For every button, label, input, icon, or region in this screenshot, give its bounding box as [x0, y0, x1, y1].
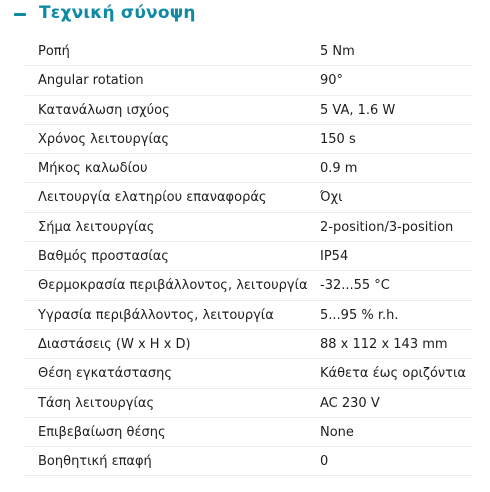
spec-label: Ροπή	[38, 44, 70, 59]
spec-value: 0.9 m	[320, 161, 358, 177]
spec-value: 88 x 112 x 143 mm	[320, 336, 448, 352]
spec-row	[24, 96, 472, 125]
spec-row	[24, 301, 472, 330]
spec-label: Μήκος καλωδίου	[38, 161, 148, 177]
minus-icon[interactable]	[14, 13, 26, 16]
spec-row	[24, 447, 472, 476]
spec-row	[24, 154, 472, 183]
spec-value: AC 230 V	[320, 395, 380, 411]
spec-value: Όχι	[320, 190, 343, 206]
spec-value: IP54	[320, 249, 349, 265]
spec-label: Επιβεβαίωση θέσης	[38, 424, 166, 440]
spec-row	[24, 330, 472, 359]
spec-value: None	[320, 424, 354, 440]
spec-label: Λειτουργία ελατηρίου επαναφοράς	[38, 190, 267, 206]
spec-label: Βαθμός προστασίας	[38, 249, 169, 265]
spec-value: 2-position/3-position	[320, 219, 454, 235]
spec-row	[24, 183, 472, 212]
spec-value: 0	[320, 454, 329, 470]
spec-label: Τάση λειτουργίας	[38, 395, 155, 411]
section-header-toggle[interactable]	[0, 0, 490, 30]
spec-value: 5...95 % r.h.	[320, 307, 399, 323]
spec-row	[24, 213, 472, 242]
spec-label: Angular rotation	[38, 73, 144, 89]
spec-row	[24, 125, 472, 154]
spec-label: Σήμα λειτουργίας	[38, 219, 155, 235]
spec-label: Διαστάσεις (W x H x D)	[38, 336, 191, 352]
spec-value: 150 s	[320, 131, 356, 147]
spec-row	[24, 37, 472, 66]
spec-label: Χρόνος λειτουργίας	[38, 131, 170, 147]
spec-value: Κάθετα έως οριζόντια	[320, 366, 466, 382]
spec-table	[24, 37, 472, 476]
spec-label: Κατανάλωση ισχύος	[38, 102, 170, 118]
spec-row	[24, 359, 472, 388]
spec-value: -32...55 °C	[320, 278, 390, 294]
spec-label: Θερμοκρασία περιβάλλοντος, λειτουργία	[38, 278, 308, 294]
spec-label: Βοηθητική επαφή	[38, 454, 152, 470]
spec-row	[24, 418, 472, 447]
section-title: Τεχνική σύνοψη	[39, 3, 196, 23]
spec-row	[24, 389, 472, 418]
spec-label: Υγρασία περιβάλλοντος, λειτουργία	[38, 307, 274, 323]
spec-value: 5 VA, 1.6 W	[320, 102, 396, 118]
spec-row	[24, 242, 472, 271]
spec-label: Θέση εγκατάστασης	[38, 366, 172, 382]
spec-value: 5 Nm	[320, 44, 355, 59]
spec-row	[24, 66, 472, 95]
spec-value: 90°	[320, 73, 344, 89]
spec-row	[24, 271, 472, 300]
